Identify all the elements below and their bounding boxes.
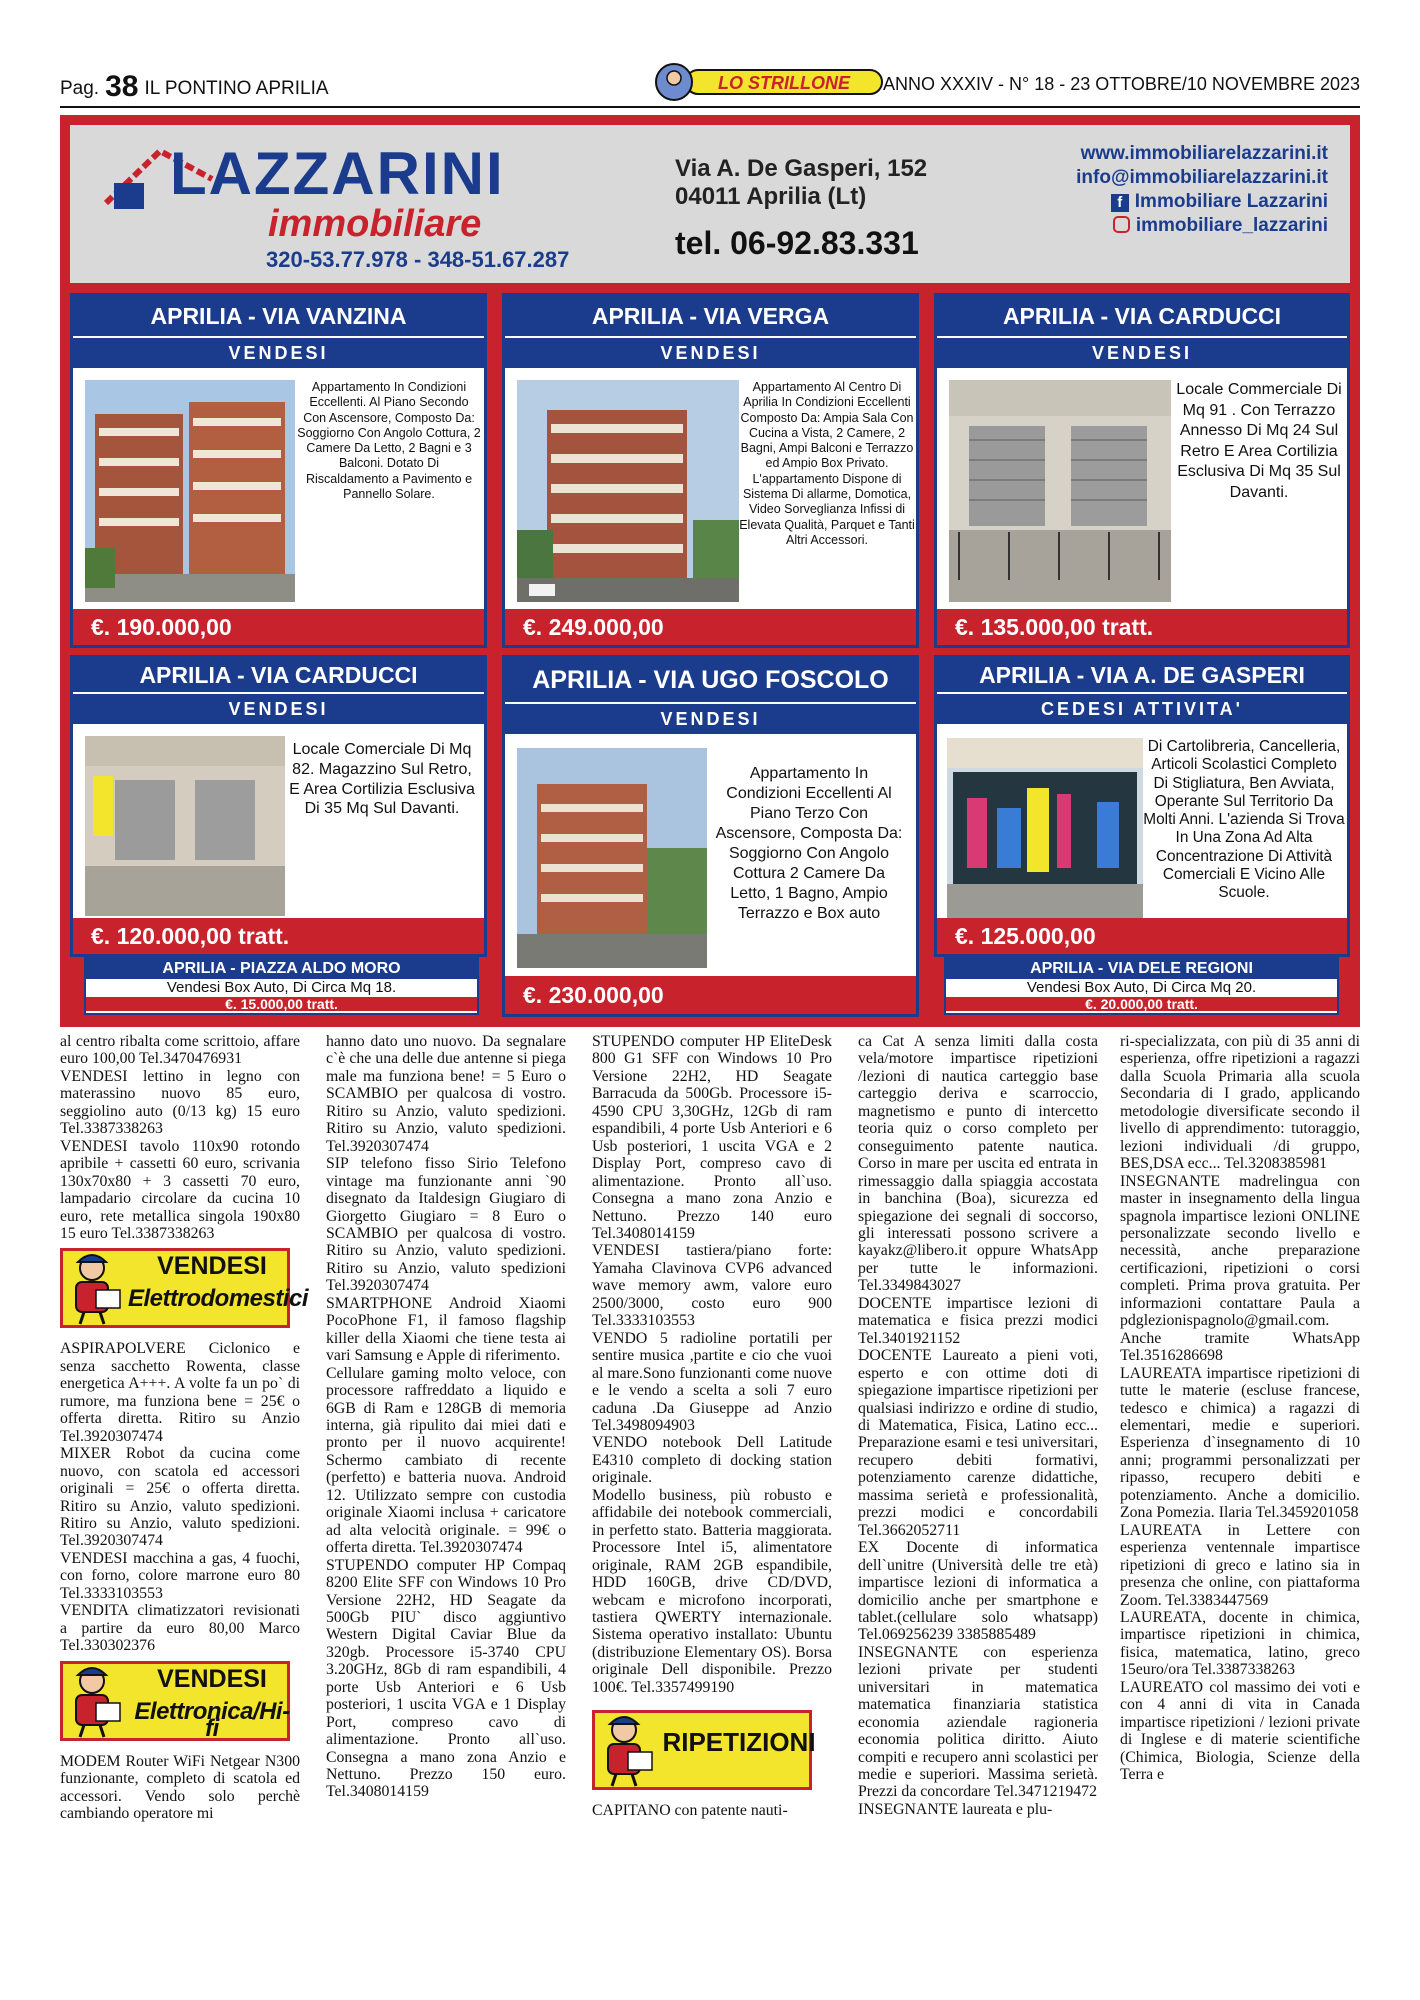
- column-2: [326, 1033, 566, 1801]
- classified-ad: ca Cat A senza limiti dalla costa vela/motore impartisce ripetizioni /lezioni di nautica carteggio base carteggio deriva e scarroccio, magnetismo e punto di intercetto teoria quiz o corso completo per conseguimento patente nautica. Corso in mare per uscita ed entrata in rimessaggio dalla spiaggia accostata in banchina (Boa), sicurezza ed spiegazione dei segnali di soccorso, gli interessati possono scrivere a kayakz@libero.it oppure WhatsApp per tutte le informazioni. Tel.3349843027: [858, 1033, 1098, 1295]
- agency-website[interactable]: www.immobiliarelazzarini.it: [1080, 143, 1328, 164]
- listing-card[interactable]: [70, 293, 487, 648]
- listing-type: VENDESI: [73, 692, 484, 724]
- section-badge-elettrodomestici: [60, 1248, 309, 1332]
- section-badge-elettronica: [60, 1661, 300, 1745]
- newsboy-mascot-icon: [594, 1712, 656, 1788]
- classified-ad: SMARTPHONE Android Xiaomi PocoPhone F1, il famoso flagship killer della Xiaomi che tiene testa ai vari Samsung e Apple di riferimento.: [326, 1294, 566, 1365]
- listing-title: APRILIA - VIA CARDUCCI: [73, 658, 484, 692]
- classified-ad: LAUREATA, docente in chimica, impartisce ripetizioni in chimica, fisica, matematica, latino, greco 15euro/ora Tel.3387338263: [1120, 1608, 1360, 1679]
- section-sublabel: Elettronica/Hi-fi: [134, 1697, 290, 1743]
- listing-card[interactable]: [502, 293, 919, 648]
- section-label: RIPETIZIONI: [662, 1727, 816, 1758]
- agency-facebook[interactable]: [1111, 191, 1328, 213]
- col5-list: [1120, 1033, 1360, 1783]
- listing-type: CEDESI ATTIVITA': [937, 692, 1347, 724]
- listing-card[interactable]: [502, 655, 919, 1017]
- classified-ad: VENDESI tavolo 110x90 rotondo apribile + cassetti 60 euro, scrivania 130x70x80 + 3 cassetti 70 euro, lampadario circolare da cucina 10 euro, rete metallica singola 190x80 15 euro Tel.3387338263: [60, 1137, 300, 1242]
- agency-subtitle: immobiliare: [268, 203, 482, 245]
- classified-ad: VENDO notebook Dell Latitude E4310 completo di docking station originale.: [592, 1434, 832, 1487]
- listing-title: APRILIA - VIA VANZINA: [73, 296, 484, 336]
- apartment-photo: [517, 748, 707, 968]
- listing-price: €. 190.000,00: [73, 609, 484, 645]
- mini-listing[interactable]: [944, 957, 1339, 1015]
- listing-type: VENDESI: [505, 336, 916, 368]
- shop-photo: [949, 380, 1171, 602]
- agency-address: Via A. De Gasperi, 152: [675, 155, 928, 182]
- classified-ad: ASPIRAPOLVERE Ciclonico e senza sacchetto Rowenta, classe energetica A+++. A volte fa un po` di rumore, ma funziona bene = 25€ o offerta diretta. Ritiro su Anzio Tel.3920307474: [60, 1340, 300, 1445]
- col1-mid-list: [60, 1340, 300, 1654]
- classified-ad: MIXER Robot da cucina come nuovo, con scatola ed accessori originali = 25€ o offerta diretta. Ritiro su Anzio, valuto spedizioni. Ritiro su Anzio, valuto spedizioni. Tel.3920307474: [60, 1445, 300, 1550]
- listing-title: APRILIA - VIA A. DE GASPERI: [937, 658, 1347, 692]
- listing-description: Appartamento Al Centro Di Aprilia In Condizioni Eccellenti Composto Da: Ampia Sala Con Cucina a Vista, 2 Camere, 2 Bagni, Ampi Balconi e Terrazzo ed Ampio Box Privato. L'appartamento Dispone di Sistema Di allarme, Domotica, Video Sorveglianza Infissi di Elevata Qualità, Parquet e Tanti Altri Accessori.: [739, 380, 915, 547]
- classified-ad: STUPENDO computer HP EliteDesk 800 G1 SFF con Windows 10 Pro Versione 22H2, HD Seagate Barracuda da 500Gb. Processore i5-4590 CPU 3,30GHz, 12Gb di ram espandibili, 4 porte Usb Anteriori e 6 Usb posteriori, 1 uscita VGA e 2 Display Port, compreso cavo di alimentazione. Pronto all`uso. Consegna a mano zona Anzio e Nettuno. Prezzo 140 euro Tel.3408014159: [592, 1033, 832, 1242]
- classified-ad: CAPITANO con patente nauti-: [592, 1802, 788, 1820]
- shop-photo: [947, 738, 1143, 922]
- listing-type: VENDESI: [937, 336, 1347, 368]
- instagram-icon: [1113, 216, 1130, 233]
- agency-tel: tel. 06-92.83.331: [675, 225, 919, 261]
- classified-ad: Modello business, più robusto e affidabile dei notebook commerciali, in perfetto stato. Batteria maggiorata. Processore Intel i5, alimentatore originale, RAM 2GB espandibile, HDD 160GB, drive CD/DVD, webcam e microfono incorporati, tastiera QWERTY internazionale. Sistema operativo installato: Ubuntu (distribuzione Elementary OS). Borsa originale Dell disponibile. Prezzo 100€. Tel.3357499190: [592, 1486, 832, 1696]
- logo-text: LO STRILLONE: [718, 73, 850, 93]
- listing-price: €. 230.000,00: [505, 976, 916, 1014]
- classified-ad: SIP telefono fisso Sirio Telefono vintage ma funzionante anni `90 disegnato da Italdesign Giugiaro di Giorgetto Giugiaro = 8 Euro o SCAMBIO per qualcosa di vostro. Ritiro su Anzio, valuto spedizioni. Ritiro su Anzio, valuto spedizioni Tel.3920307474: [326, 1155, 566, 1295]
- listing-title: APRILIA - VIA CARDUCCI: [937, 296, 1347, 336]
- classified-ad: EX Docente di informatica dell`unitre (Università delle tre età) impartisce lezioni di informatica a domicilio anche per smartphone e tablet.(cellulare solo whatsapp) Tel.069256239 3385885489: [858, 1539, 1098, 1644]
- listing-card[interactable]: [70, 655, 487, 957]
- listing-description: Locale Comerciale Di Mq 82. Magazzino Sul Retro, E Area Cortilizia Esclusiva Di 35 Mq Sul Davanti.: [289, 741, 475, 818]
- classified-ad: VENDITA climatizzatori revisionati a partire da euro 80,00 Marco Tel.330302376: [60, 1602, 300, 1655]
- classified-ad: VENDO 5 radioline portatili per sentire musica ,partite e cio che vuoi al mare.Sono funzionanti come nuove e le vendo a scelta a soli 7 euro caduna .Da Giuseppe ad Anzio Tel.3498094903: [592, 1329, 832, 1434]
- facebook-label: Immobiliare Lazzarini: [1134, 191, 1328, 212]
- listing-description: Appartamento In Condizioni Eccellenti. Al Piano Secondo Con Ascensore, Composto Da: Soggiorno Con Angolo Cottura, 2 Camere Da Letto, 2 Bagni e 3 Balconi. Dotato Di Riscaldamento a Pavimento e Pannello Solare.: [297, 380, 481, 502]
- agency-phones: 320-53.77.978 - 348-51.67.287: [266, 247, 570, 272]
- section-label: VENDESI: [157, 1664, 267, 1693]
- classified-ad: INSEGNANTE madrelingua con master in insegnamento della lingua spagnola impartisce lezioni ONLINE personalizzate secondo livello e necessità, anche preparazione certificazioni, ripetizioni o corsi completi. Prima prova gratuita. Per informazioni contattare Paula a pdglezionispagnolo@gmail.com. Anche tramite WhatsApp Tel.3516286698: [1120, 1172, 1360, 1365]
- apartment-photo: [517, 380, 739, 602]
- agency-city: 04011 Aprilia (Lt): [675, 183, 867, 210]
- classified-ad: LAUREATA impartisce ripetizioni di tutte le materie (escluse francese, tedesco e chimica) a ragazzi di elementari, medie e superiori. Esperienza d`insegnamento di 10 anni; programmi personalizzati per ripasso, recupero debiti e potenziamento. Anche a domicilio. Zona Pomezia. Ilaria Tel.3459201058: [1120, 1364, 1360, 1522]
- newsboy-mascot-icon: [62, 1663, 124, 1739]
- classified-ad: VENDESI tastiera/piano forte: Yamaha Clavinova CVP6 advanced wave memory awm, valore euro 2500/3000, costo euro 900 Tel.3333103553: [592, 1242, 832, 1330]
- mini-listing-price: €. 15.000,00 tratt.: [86, 997, 477, 1011]
- column-1: [60, 1033, 309, 1822]
- listing-title: APRILIA - VIA VERGA: [505, 296, 916, 336]
- column-3: [592, 1033, 832, 1820]
- classified-ad: MODEM Router WiFi Netgear N300 funzionante, completo di scatola ed accessori. Vendo solo perchè cambiando operatore mi: [60, 1752, 300, 1822]
- classified-ad: DOCENTE impartisce lezioni di matematica e fisica prezzi modici Tel.3401921152: [858, 1294, 1098, 1347]
- issue-info: ANNO XXXIV - N° 18 - 23 OTTOBRE/10 NOVEMBRE 2023: [882, 74, 1360, 94]
- listing-description: Di Cartolibreria, Cancelleria, Articoli Scolastici Completo Di Stigliatura, Ben Avviata, Operante Sul Territorio Da Molti Anni. L'azienda Si Trova In Una Zona Ad Alta Concentrazione Di Attività Comerciali E Vicino Alle Scuole.: [1143, 738, 1345, 902]
- mini-listing-price: €. 20.000,00 tratt.: [946, 997, 1337, 1011]
- section-label: VENDESI: [157, 1252, 267, 1281]
- agency-email[interactable]: info@immobiliarelazzarini.it: [1076, 167, 1328, 188]
- column-4: [858, 1033, 1098, 1818]
- mini-listing-title: APRILIA - VIA DELE REGIONI: [946, 959, 1337, 979]
- section-sublabel: Elettrodomestici: [128, 1285, 309, 1313]
- listing-price: €. 125.000,00: [937, 918, 1347, 954]
- section-badge-ripetizioni: [592, 1710, 832, 1794]
- facebook-icon: f: [1111, 194, 1129, 212]
- classified-ad: hanno dato uno nuovo. Da segnalare c`è che una delle due antenne si piega male ma funziona bene! = 5 Euro o SCAMBIO per qualcosa di vostro. Ritiro su Anzio, valuto spedizioni. Ritiro su Anzio, valuto spedizioni. Tel.3920307474: [326, 1033, 566, 1155]
- classified-ad: LAUREATO col massimo dei voti e con 4 anni di vita in Canada impartisce ripetizioni / lezioni private di Inglese e di materie scientifiche (Chimica, Biologia, Scienze della Terra e: [1120, 1678, 1360, 1784]
- classified-ad: INSEGNANTE con esperienza lezioni private per studenti universitari in matematica matematica finanziaria statistica economia aziendale ragioneria economia politica diritto. Aiuto compiti e recupero anni scolastici per medie e superiori. Massima serietà. Prezzi da concordare Tel.3471219472: [858, 1643, 1098, 1801]
- classified-ad: DOCENTE Laureato a pieni voti, esperto e con ottime doti di spiegazione impartisce ripetizioni per qualsiasi indirizzo e ordine di studio, di Matematica, Fisica, Latino ecc... Preparazione esami e tesi universitari, recupero debiti formativi, potenziamento carenze didattiche, massima serietà e professionalità, prezzi modici e concordabili Tel.3662052711: [858, 1347, 1098, 1539]
- listing-description: Locale Commerciale Di Mq 91 . Con Terrazzo Annesso Di Mq 24 Sul Retro E Area Cortilizia Esclusiva Di Mq 35 Sul Davanti.: [1176, 381, 1342, 501]
- classified-ad: al centro ribalta come scrittoio, affare euro 100,00 Tel.3470476931: [60, 1033, 300, 1068]
- mini-listing-desc: Vendesi Box Auto, Di Circa Mq 18.: [166, 979, 397, 996]
- page-header: [60, 58, 1360, 108]
- classified-ad: LAUREATA in Lettere con esperienza ventennale impartisce ripetizioni di greco e latino sia in presenza che online, con piattaforma Zoom. Tel.3383447569: [1120, 1521, 1360, 1609]
- newsboy-mascot-icon: [62, 1250, 124, 1326]
- listing-card[interactable]: [934, 655, 1350, 957]
- listing-card[interactable]: [934, 293, 1350, 648]
- listing-price: €. 249.000,00: [505, 609, 916, 645]
- classified-ad: ri-specializzata, con più di 35 anni di esperienza, offre ripetizioni a ragazzi dalla Scuola Primaria alla scuola Secondaria di I grado, applicando metodologie diversificate secondo il livello di apprendimento: tutoraggio, lezioni individuali /di gruppo, BES,DSA ecc... Tel.3208385981: [1120, 1033, 1360, 1173]
- listing-price: €. 120.000,00 tratt.: [73, 918, 484, 954]
- listing-type: VENDESI: [73, 336, 484, 368]
- listing-type: VENDESI: [505, 702, 916, 734]
- classified-ad: Cellulare gaming molto veloce, con processore raffreddato a liquido e 6GB di Ram e 128GB di memoria interna, già ripulito dai miei dati e pronto per il nuovo acquirente! Schermo cambiato di recente (perfetto) e batteria nuova. Android 12. Utilizzato sempre con custodia originale Xiaomi inclusa + caricatore ad alta velocità originale. = 99€ o offerta diretta. Tel.3920307474: [326, 1364, 566, 1557]
- col4-list: [858, 1033, 1098, 1818]
- col1-bot-list: [60, 1753, 300, 1823]
- listing-description: Appartamento In Condizioni Eccellenti Al Piano Terzo Con Ascensore, Composta Da: Soggiorno Con Angolo Cottura 2 Camere Da Letto, 1 Bagno, Ampio Terrazzo e Box auto: [715, 765, 903, 922]
- page-number: 38: [105, 70, 139, 103]
- mini-listing-desc: Vendesi Box Auto, Di Circa Mq 20.: [1026, 979, 1257, 996]
- col3-bot-list: [592, 1802, 832, 1819]
- agency-banner: [70, 125, 1350, 283]
- mini-listing-title: APRILIA - PIAZZA ALDO MORO: [86, 959, 477, 979]
- col2-list: [326, 1033, 566, 1801]
- mini-listing[interactable]: [84, 957, 479, 1015]
- classified-ad: INSEGNANTE laureata e plu-: [858, 1800, 1053, 1818]
- listing-title: APRILIA - VIA UGO FOSCOLO: [505, 658, 916, 702]
- classified-ad: VENDESI lettino in legno con materassino nuovo 85 euro, seggiolino auto (0/13 kg) 15 euro Tel.3387338263: [60, 1067, 300, 1138]
- classified-ad: STUPENDO computer HP Compaq 8200 Elite SFF con Windows 10 Pro Versione 22H2, HD Seagate da 500Gb PIU` disco aggiuntivo Western Digital Caviar Blue da 320gb. Processore i5-3740 CPU 3.20GHz, 8Gb di ram espandibili, 4 porte Usb Anteriori e 6 Usb posteriori, 1 uscita VGA e 1 Display Port, compreso cavo di alimentazione. Pronto all`uso. Consegna a mano zona Anzio e Nettuno. Prezzo 150 euro. Tel.3408014159: [326, 1556, 566, 1801]
- lazzarini-ad: [60, 115, 1360, 1027]
- agency-name: LAZZARINI: [170, 140, 505, 207]
- column-5: [1120, 1033, 1360, 1783]
- newspaper-name: IL PONTINO APRILIA: [144, 78, 329, 99]
- page-folio: [60, 68, 329, 102]
- classified-ad: VENDESI macchina a gas, 4 fuochi, con forno, colore marrone euro 80 Tel.3333103553: [60, 1549, 300, 1602]
- pag-label: Pag.: [60, 78, 100, 99]
- shop-photo: [85, 736, 285, 916]
- apartment-photo: [85, 380, 295, 602]
- instagram-label: immobiliare_lazzarini: [1135, 215, 1328, 236]
- listing-price: €. 135.000,00 tratt.: [937, 609, 1347, 645]
- agency-instagram[interactable]: [1113, 215, 1328, 237]
- col3-top-list: [592, 1033, 832, 1696]
- lo-strillone-logo: [650, 60, 890, 104]
- col1-top-list: [60, 1033, 300, 1242]
